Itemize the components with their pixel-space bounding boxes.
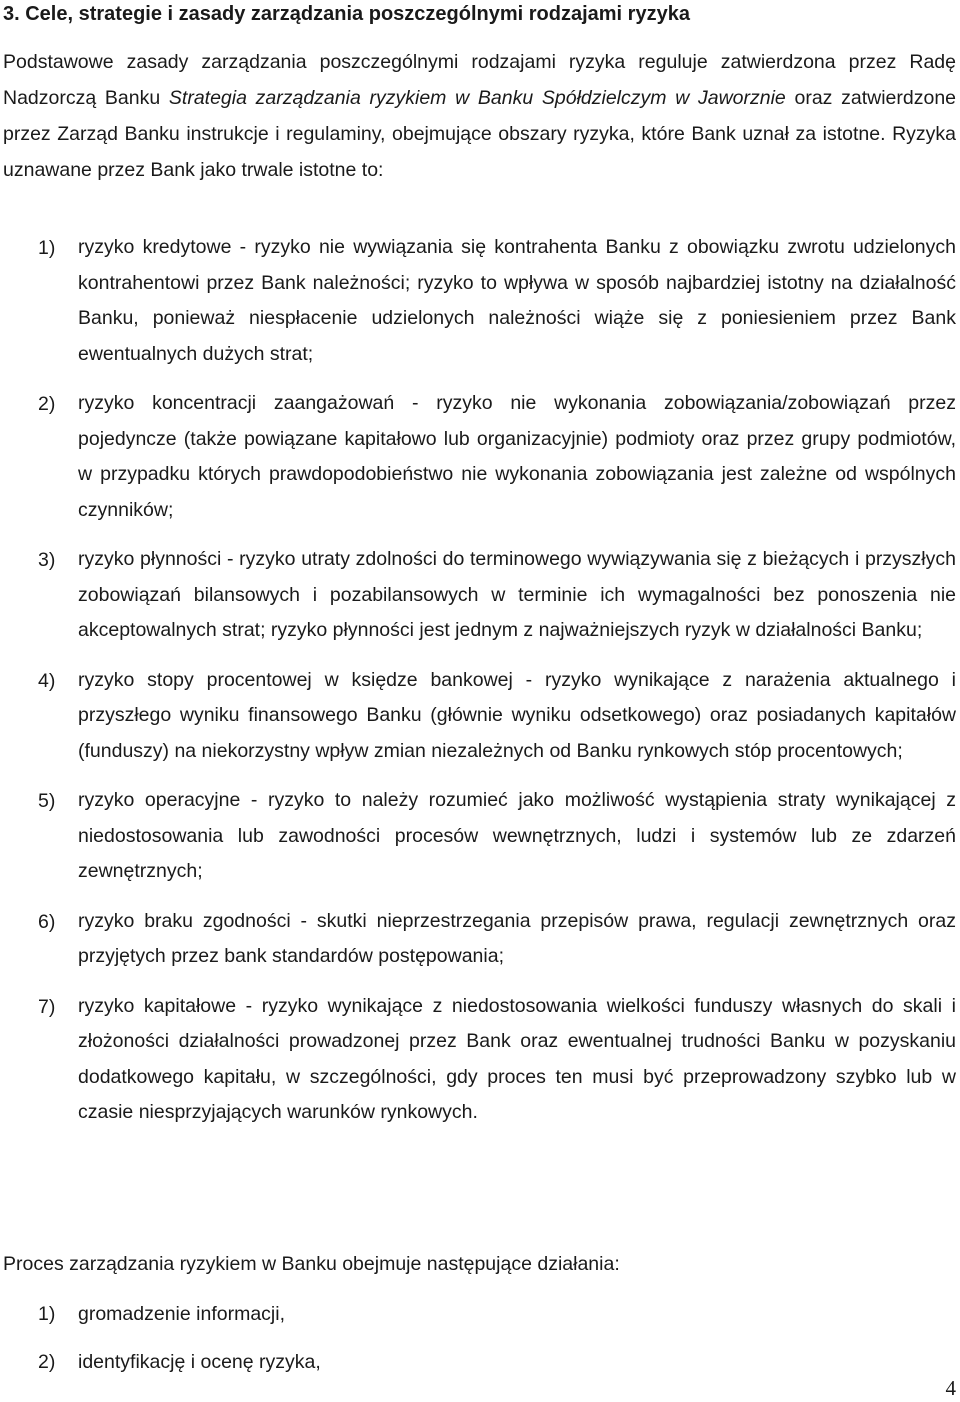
risk-list: [0, 230, 960, 1131]
intro-text-part-2: oraz zatwierdzone przez Zarząd Banku instrukcje i regulaminy, obejmujące obszary ryzyka, które Bank uznał za istotne. Ryzyka uznawane przez Bank jako trwale istotne to:: [3, 87, 957, 181]
risk-description: ryzyko kapitałowe - ryzyko wynikające z niedostosowania wielkości funduszy własnych do skali i złożoności działalności prowadzonej przez Bank oraz ewentualnej trudności Banku w pozyskaniu dodatkowego kapitału, w szczególności, gdy proces ten musi być przeprowadzony szybko lub w czasie niesprzyjających warunków rynkowych.: [78, 994, 956, 1123]
list-number: 6): [38, 910, 56, 933]
risk-description: ryzyko braku zgodności - skutki nieprzestrzegania przepisów prawa, regulacji zewnętrznych oraz przyjętych przez bank standardów postępowania;: [78, 909, 956, 967]
process-item: [0, 1299, 960, 1329]
process-item-text: gromadzenie informacji,: [78, 1303, 286, 1325]
risk-description: ryzyko stopy procentowej w księdze bankowej - ryzyko wynikające z narażenia aktualnego i przyszłego wyniku finansowego Banku (głównie wyniku odsetkowego) oraz posiadanych kapitałów (funduszy) na niekorzystny wpływ zmian niezależnych od Banku rynkowych stóp procentowych;: [78, 668, 956, 762]
intro-text-part-1: Podstawowe zasady zarządzania poszczególnymi rodzajami ryzyka reguluje zatwierdzona przez Radę Nadzorczą Banku: [3, 51, 956, 109]
list-number: 1): [38, 1303, 56, 1325]
process-item-text: identyfikację i ocenę ryzyka,: [78, 1351, 321, 1373]
strategy-title: Strategia zarządzania ryzykiem w Banku Spółdzielczym w Jaworznie: [168, 87, 786, 109]
process-item: [0, 1347, 960, 1377]
list-number: 1): [38, 237, 56, 259]
risk-item-interest-rate: [0, 663, 960, 770]
list-number: 3): [38, 549, 56, 571]
risk-item-concentration: [0, 386, 960, 528]
process-list: [0, 1299, 960, 1377]
list-number: 2): [38, 1351, 56, 1373]
page-number: 4: [945, 1376, 956, 1400]
list-number: 4): [38, 669, 56, 692]
risk-item-capital: [0, 989, 960, 1131]
list-number: 7): [38, 995, 56, 1018]
risk-description: ryzyko operacyjne - ryzyko to należy rozumieć jako możliwość wystąpienia straty wynikającej z niedostosowania lub zawodności procesów wewnętrznych, ludzi i systemów lub ze zdarzeń zewnętrznych;: [78, 789, 956, 882]
risk-description: ryzyko płynności - ryzyko utraty zdolności do terminowego wywiązywania się z bieżących i przyszłych zobowiązań bilansowych i pozabilansowych w terminie ich wymagalności bez ponoszenia nie akceptowalnych strat; ryzyko płynności jest jednym z najważniejszych ryzyk w działalności Banku;: [78, 548, 956, 641]
risk-description: ryzyko koncentracji zaangażowań - ryzyko nie wykonania zobowiązania/zobowiązań przez pojedyncze (także powiązane kapitałowo lub organizacyjnie) podmioty oraz przez grupy podmiotów, w przypadku których prawdopodobieństwo nie wykonania zobowiązania jest zależne od wspólnych czynników;: [78, 392, 956, 521]
risk-item-liquidity: [0, 542, 960, 649]
list-number: 5): [38, 790, 56, 812]
risk-item-credit: [0, 230, 960, 372]
process-intro: Proces zarządzania ryzykiem w Banku obejmuje następujące działania:: [3, 1253, 620, 1275]
risk-description: ryzyko kredytowe - ryzyko nie wywiązania się kontrahenta Banku z obowiązku zwrotu udzielonych kontrahentowi przez Bank należności; ryzyko to wpływa w sposób najbardziej istotny na działalność Banku, ponieważ niespłacenie udzielonych należności wiąże się z poniesieniem przez Bank ewentualnych dużych strat;: [78, 236, 956, 365]
risk-item-compliance: [0, 904, 960, 975]
risk-item-operational: [0, 783, 960, 890]
list-number: 2): [38, 393, 56, 415]
section-heading: 3. Cele, strategie i zasady zarządzania poszczególnymi rodzajami ryzyka: [3, 3, 690, 25]
intro-paragraph: [3, 44, 956, 188]
